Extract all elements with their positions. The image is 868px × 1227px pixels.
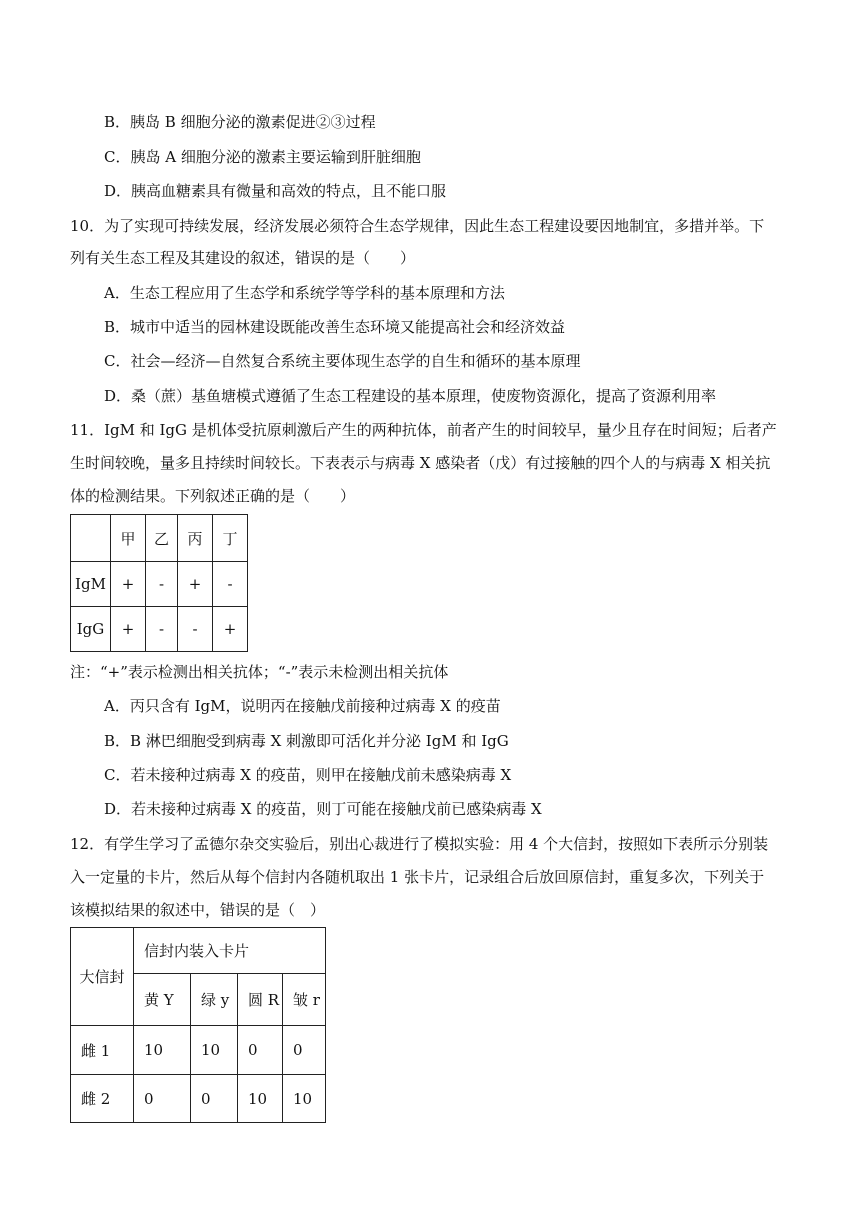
- q12-group-header: 信封内装入卡片: [134, 928, 326, 974]
- q12-subheader-cell: 圆 R: [238, 974, 283, 1026]
- q9-option-c: C．胰岛 A 细胞分泌的激素主要运输到肝脏细胞: [104, 148, 421, 166]
- q11-option-a: A．丙只含有 IgM，说明丙在接触戊前接种过病毒 X 的疫苗: [104, 697, 501, 715]
- q11-cell: -: [146, 607, 178, 652]
- q10-option-d: D．桑（蔗）基鱼塘模式遵循了生态工程建设的基本原理，使废物资源化，提高了资源利用率: [104, 387, 717, 405]
- q12-stem-line3: 该模拟结果的叙述中，错误的是（ ）: [70, 901, 326, 919]
- q11-option-c: C．若未接种过病毒 X 的疫苗，则甲在接触戊前未感染病毒 X: [104, 766, 512, 784]
- q12-cell: 0: [283, 1026, 326, 1075]
- q10-option-a: A．生态工程应用了生态学和系统学等学科的基本原理和方法: [104, 284, 505, 302]
- q12-cell: 雌 2: [71, 1075, 134, 1123]
- q12-cell: 10: [283, 1075, 326, 1123]
- q10-stem-line2: 列有关生态工程及其建设的叙述，错误的是（ ）: [70, 249, 416, 267]
- q11-header-cell: 丁: [213, 515, 248, 562]
- q10-option-c: C．社会—经济—自然复合系统主要体现生态学的自生和循环的基本原理: [104, 352, 581, 370]
- q11-stem-line3: 体的检测结果。下列叙述正确的是（ ）: [70, 487, 356, 505]
- q11-cell: +: [213, 607, 248, 652]
- q12-subheader-cell: 皱 r: [283, 974, 326, 1026]
- q12-stem-line2: 入一定量的卡片，然后从每个信封内各随机取出 1 张卡片，记录组合后放回原信封，重复多次，下列关于: [70, 868, 765, 886]
- q11-cell: -: [213, 562, 248, 607]
- q11-table-note: 注：“+”表示检测出相关抗体；“-”表示未检测出相关抗体: [70, 663, 449, 681]
- q11-header-cell: 甲: [111, 515, 146, 562]
- q12-stem-line1: 12．有学生学习了孟德尔杂交实验后，别出心裁进行了模拟实验：用 4 个大信封，按照如下表所示分别装: [70, 835, 769, 853]
- q9-option-b: B．胰岛 B 细胞分泌的激素促进②③过程: [104, 113, 376, 131]
- q12-subheader-cell: 黄 Y: [134, 974, 191, 1026]
- q11-cell: +: [178, 562, 213, 607]
- q10-stem-line1: 10．为了实现可持续发展，经济发展必须符合生态学规律，因此生态工程建设要因地制宜，多措并举。下: [70, 217, 765, 235]
- q12-cell: 雌 1: [71, 1026, 134, 1075]
- q9-option-d: D．胰高血糖素具有微量和高效的特点，且不能口服: [104, 182, 447, 200]
- q11-antibody-table: [70, 514, 248, 652]
- q11-header-cell: [71, 515, 111, 562]
- q11-cell: IgG: [71, 607, 111, 652]
- table-row: [71, 1075, 326, 1123]
- q11-cell: +: [111, 562, 146, 607]
- q12-cell: 10: [238, 1075, 283, 1123]
- q11-table-header-row: [71, 515, 248, 562]
- q12-subheader-cell: 绿 y: [191, 974, 238, 1026]
- table-row: [71, 562, 248, 607]
- q12-envelope-table: [70, 927, 326, 1123]
- q12-cell: 10: [191, 1026, 238, 1075]
- q12-corner-cell: 大信封: [71, 928, 134, 1026]
- q11-option-b: B．B 淋巴细胞受到病毒 X 刺激即可活化并分泌 IgM 和 IgG: [104, 732, 509, 750]
- q11-stem-line1: 11．IgM 和 IgG 是机体受抗原刺激后产生的两种抗体，前者产生的时间较早，量少且存在时间短；后者产: [70, 421, 777, 439]
- q12-cell: 0: [134, 1075, 191, 1123]
- table-row: [71, 607, 248, 652]
- q12-cell: 10: [134, 1026, 191, 1075]
- q11-stem-line2: 生时间较晚，量多且持续时间较长。下表表示与病毒 X 感染者（戊）有过接触的四个人的与病毒 X 相关抗: [70, 454, 771, 472]
- q10-option-b: B．城市中适当的园林建设既能改善生态环境又能提高社会和经济效益: [104, 318, 566, 336]
- q12-cell: 0: [191, 1075, 238, 1123]
- table-row: [71, 1026, 326, 1075]
- q11-option-d: D．若未接种过病毒 X 的疫苗，则丁可能在接触戊前已感染病毒 X: [104, 800, 542, 818]
- q11-cell: IgM: [71, 562, 111, 607]
- q11-cell: +: [111, 607, 146, 652]
- q11-cell: -: [146, 562, 178, 607]
- q12-cell: 0: [238, 1026, 283, 1075]
- q11-cell: -: [178, 607, 213, 652]
- q12-table-header-row: [71, 928, 326, 974]
- q11-header-cell: 丙: [178, 515, 213, 562]
- q11-header-cell: 乙: [146, 515, 178, 562]
